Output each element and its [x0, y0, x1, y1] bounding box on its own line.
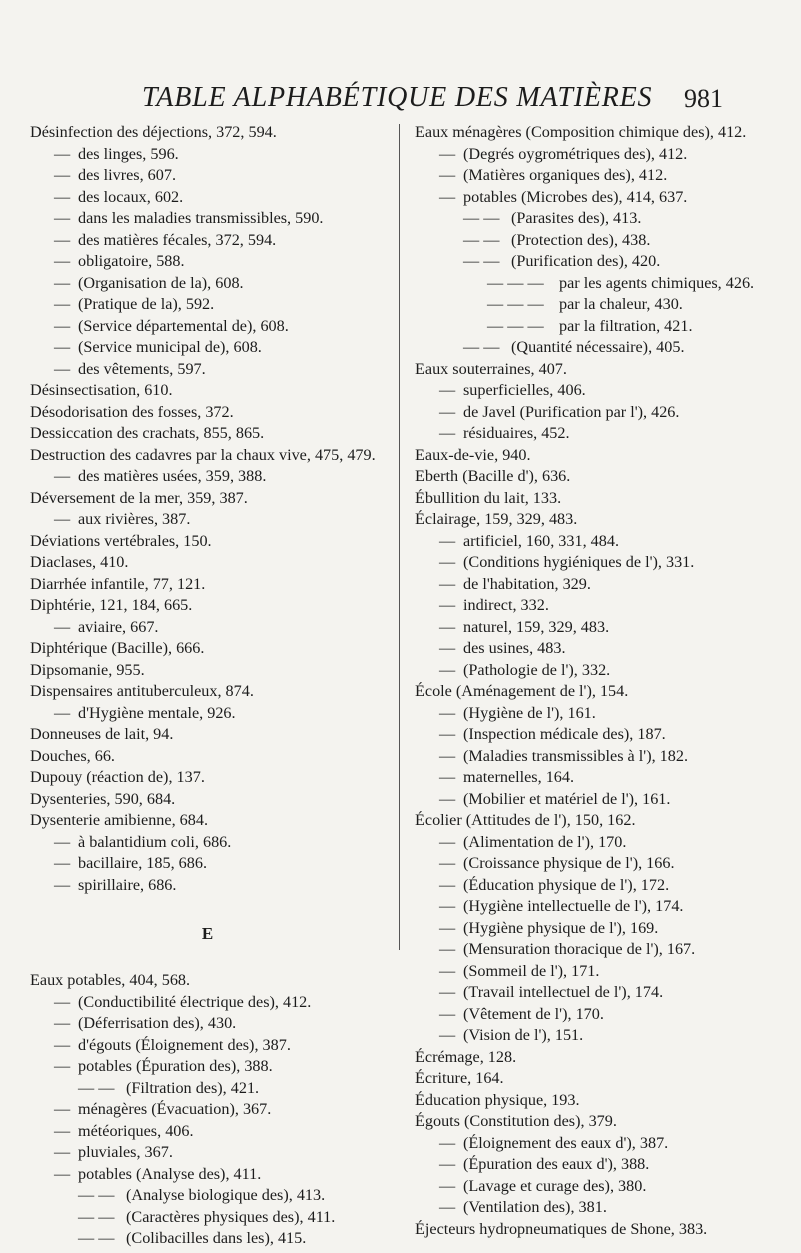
- repeat-dash: —: [439, 1004, 456, 1023]
- index-subentry: [415, 144, 775, 166]
- entry-text: (Croissance physique de l'), 166.: [463, 854, 675, 872]
- index-entry: [30, 681, 385, 703]
- repeat-dash: —: [439, 983, 456, 1001]
- index-entry: [30, 724, 385, 746]
- entry-text: Destruction des cadavres par la chaux vive, 475, 479.: [30, 445, 376, 464]
- index-subentry: [30, 294, 385, 316]
- index-entry: [30, 552, 385, 574]
- repeat-dash: —: [439, 617, 456, 636]
- repeat-dash: —: [54, 1014, 71, 1032]
- entry-text: (Matières organiques des), 412.: [463, 166, 668, 184]
- index-subentry: [30, 1078, 385, 1100]
- index-subentry: [415, 1154, 775, 1176]
- index-subentry: [415, 1133, 775, 1155]
- index-subentry: [415, 531, 775, 553]
- repeat-dash: —: [439, 144, 456, 163]
- repeat-dash: —: [54, 187, 71, 206]
- index-entry: [30, 767, 385, 789]
- entry-text: Donneuses de lait, 94.: [30, 725, 174, 743]
- left-entries-after: [30, 970, 385, 1250]
- index-entry: [415, 509, 775, 531]
- repeat-dash: — —: [78, 1207, 115, 1226]
- index-subentry: [415, 617, 775, 639]
- repeat-dash: —: [439, 875, 456, 894]
- repeat-dash: —: [54, 1100, 71, 1118]
- entry-text: Écrémage, 128.: [415, 1047, 517, 1066]
- repeat-dash: — — —: [487, 273, 544, 292]
- index-subentry: [415, 380, 775, 402]
- entry-text: Dessiccation des crachats, 855, 865.: [30, 424, 265, 442]
- index-entry: [415, 1068, 775, 1090]
- entry-text: (Degrés oygrométriques des), 412.: [463, 144, 688, 163]
- repeat-dash: — —: [78, 1078, 115, 1097]
- repeat-dash: — —: [78, 1186, 115, 1204]
- index-subentry: [30, 251, 385, 273]
- repeat-dash: — — —: [487, 295, 544, 313]
- index-subentry: [30, 1121, 385, 1143]
- index-subentry: [415, 251, 775, 273]
- index-subentry: [415, 918, 775, 940]
- repeat-dash: —: [439, 768, 456, 786]
- index-subentry: [415, 875, 775, 897]
- index-subentry: [30, 144, 385, 166]
- index-subentry: [415, 703, 775, 725]
- index-entry: [415, 1219, 775, 1241]
- entry-text: Eaux souterraines, 407.: [415, 359, 567, 378]
- index-subentry: [30, 617, 385, 639]
- index-column-right: [415, 122, 775, 1240]
- repeat-dash: —: [439, 596, 456, 614]
- index-subentry: [30, 316, 385, 338]
- repeat-dash: —: [54, 992, 71, 1011]
- index-entry: [30, 402, 385, 424]
- entry-text: (Ventilation des), 381.: [463, 1198, 607, 1216]
- index-entry: [415, 488, 775, 510]
- repeat-dash: —: [439, 897, 456, 915]
- index-subentry: [415, 767, 775, 789]
- entry-text: Désinsectisation, 610.: [30, 381, 173, 399]
- index-subentry: [30, 853, 385, 875]
- repeat-dash: —: [439, 660, 456, 679]
- index-subentry: [30, 1099, 385, 1121]
- entry-text: (Filtration des), 421.: [126, 1078, 260, 1097]
- entry-text: Eberth (Bacille d'), 636.: [415, 467, 571, 485]
- index-subentry: [415, 402, 775, 424]
- index-subentry: [30, 1142, 385, 1164]
- index-subentry: [30, 992, 385, 1014]
- index-subentry: [30, 1035, 385, 1057]
- repeat-dash: —: [439, 854, 456, 872]
- index-subentry: [415, 638, 775, 660]
- repeat-dash: —: [54, 510, 71, 528]
- entry-text: (Vision de l'), 151.: [463, 1026, 584, 1044]
- repeat-dash: —: [439, 166, 456, 184]
- repeat-dash: — —: [463, 230, 500, 249]
- entry-text: (Conductibilité électrique des), 412.: [78, 992, 312, 1011]
- entry-text: (Service municipal de), 608.: [78, 338, 262, 356]
- entry-text: (Protection des), 438.: [511, 230, 651, 249]
- repeat-dash: —: [439, 381, 456, 399]
- index-subentry: [415, 294, 775, 316]
- entry-text: Eaux potables, 404, 568.: [30, 971, 191, 989]
- repeat-dash: —: [439, 187, 456, 206]
- entry-text: des usines, 483.: [463, 639, 566, 657]
- entry-text: Désinfection des déjections, 372, 594.: [30, 123, 277, 141]
- repeat-dash: — —: [78, 1229, 115, 1247]
- index-entry: [415, 681, 775, 703]
- index-subentry: [30, 1056, 385, 1078]
- index-subentry: [415, 273, 775, 295]
- entry-text: (Hygiène physique de l'), 169.: [463, 918, 659, 937]
- entry-text: (Lavage et curage des), 380.: [463, 1176, 647, 1195]
- entry-text: (Travail intellectuel de l'), 174.: [463, 983, 664, 1001]
- repeat-dash: — —: [463, 252, 500, 270]
- entry-text: par les agents chimiques, 426.: [559, 273, 755, 292]
- index-subentry: [30, 208, 385, 230]
- entry-text: des vêtements, 597.: [78, 359, 206, 378]
- index-subentry: [30, 1013, 385, 1035]
- index-subentry: [415, 896, 775, 918]
- repeat-dash: —: [439, 746, 456, 765]
- entry-text: Diarrhée infantile, 77, 121.: [30, 574, 206, 593]
- entry-text: de l'habitation, 329.: [463, 574, 591, 593]
- entry-text: École (Aménagement de l'), 154.: [415, 682, 629, 700]
- repeat-dash: —: [439, 961, 456, 980]
- index-entry: [30, 122, 385, 144]
- entry-text: des livres, 607.: [78, 166, 177, 184]
- entry-text: spirillaire, 686.: [78, 875, 177, 894]
- repeat-dash: —: [439, 1026, 456, 1044]
- entry-text: (Inspection médicale des), 187.: [463, 725, 666, 743]
- index-subentry: [415, 165, 775, 187]
- repeat-dash: —: [439, 789, 456, 808]
- entry-text: (Pathologie de l'), 332.: [463, 660, 611, 679]
- entry-text: Éclairage, 159, 329, 483.: [415, 510, 578, 528]
- index-subentry: [415, 208, 775, 230]
- index-entry: [30, 660, 385, 682]
- repeat-dash: —: [54, 1164, 71, 1183]
- repeat-dash: —: [439, 725, 456, 743]
- repeat-dash: —: [54, 1143, 71, 1161]
- entry-text: aux rivières, 387.: [78, 510, 191, 528]
- index-entry: [415, 1111, 775, 1133]
- right-entries: [415, 122, 775, 1240]
- entry-text: pluviales, 367.: [78, 1143, 173, 1161]
- index-entry: [30, 574, 385, 596]
- repeat-dash: —: [54, 295, 71, 313]
- index-entry: [415, 810, 775, 832]
- entry-text: Dysenteries, 590, 684.: [30, 789, 176, 808]
- repeat-dash: —: [54, 144, 71, 163]
- index-subentry: [415, 746, 775, 768]
- repeat-dash: —: [439, 639, 456, 657]
- entry-text: (Alimentation de l'), 170.: [463, 832, 627, 851]
- index-subentry: [415, 660, 775, 682]
- repeat-dash: —: [54, 230, 71, 249]
- entry-text: potables (Microbes des), 414, 637.: [463, 187, 688, 206]
- entry-text: maternelles, 164.: [463, 768, 575, 786]
- repeat-dash: —: [54, 338, 71, 356]
- index-subentry: [30, 273, 385, 295]
- index-subentry: [415, 552, 775, 574]
- repeat-dash: —: [54, 1035, 71, 1054]
- entry-text: artificiel, 160, 331, 484.: [463, 531, 619, 550]
- repeat-dash: —: [439, 918, 456, 937]
- repeat-dash: —: [439, 940, 456, 958]
- entry-text: dans les maladies transmissibles, 590.: [78, 209, 324, 227]
- index-subentry: [30, 187, 385, 209]
- repeat-dash: —: [54, 166, 71, 184]
- index-entry: [415, 122, 775, 144]
- repeat-dash: —: [439, 1155, 456, 1173]
- column-divider: [399, 124, 400, 950]
- entry-text: à balantidium coli, 686.: [78, 832, 232, 851]
- index-subentry: [415, 1025, 775, 1047]
- index-subentry: [30, 703, 385, 725]
- entry-text: ménagères (Évacuation), 367.: [78, 1100, 272, 1118]
- index-subentry: [415, 961, 775, 983]
- index-subentry: [415, 982, 775, 1004]
- index-entry: [30, 423, 385, 445]
- entry-text: Éducation physique, 193.: [415, 1090, 580, 1109]
- entry-text: (Parasites des), 413.: [511, 209, 642, 227]
- entry-text: (Service départemental de), 608.: [78, 316, 289, 335]
- repeat-dash: —: [54, 854, 71, 872]
- left-entries: [30, 122, 385, 896]
- repeat-dash: — — —: [487, 316, 544, 335]
- index-subentry: [30, 359, 385, 381]
- index-subentry: [30, 1228, 385, 1250]
- entry-text: indirect, 332.: [463, 596, 549, 614]
- repeat-dash: —: [439, 424, 456, 442]
- index-subentry: [30, 832, 385, 854]
- entry-text: par la chaleur, 430.: [559, 295, 683, 313]
- index-entry: [30, 488, 385, 510]
- entry-text: Déviations vertébrales, 150.: [30, 531, 212, 550]
- index-subentry: [30, 337, 385, 359]
- entry-text: (Caractères physiques des), 411.: [126, 1207, 336, 1226]
- entry-text: de Javel (Purification par l'), 426.: [463, 402, 680, 421]
- entry-text: Diaclases, 410.: [30, 553, 129, 571]
- index-subentry: [415, 187, 775, 209]
- entry-text: Ébullition du lait, 133.: [415, 488, 562, 507]
- repeat-dash: —: [54, 832, 71, 851]
- entry-text: Diphtérie, 121, 184, 665.: [30, 596, 193, 614]
- repeat-dash: —: [439, 531, 456, 550]
- page-header: [0, 82, 801, 122]
- entry-text: des matières fécales, 372, 594.: [78, 230, 277, 249]
- repeat-dash: —: [54, 875, 71, 894]
- index-subentry: [30, 1185, 385, 1207]
- index-subentry: [30, 230, 385, 252]
- index-subentry: [30, 509, 385, 531]
- entry-text: (Sommeil de l'), 171.: [463, 961, 600, 980]
- index-entry: [30, 746, 385, 768]
- entry-text: résiduaires, 452.: [463, 424, 570, 442]
- entry-text: d'Hygiène mentale, 926.: [78, 703, 236, 722]
- index-subentry: [415, 832, 775, 854]
- entry-text: Douches, 66.: [30, 746, 115, 765]
- entry-text: (Colibacilles dans les), 415.: [126, 1229, 307, 1247]
- repeat-dash: —: [54, 316, 71, 335]
- index-subentry: [415, 1176, 775, 1198]
- entry-text: Dipsomanie, 955.: [30, 660, 145, 679]
- entry-text: potables (Épuration des), 388.: [78, 1057, 273, 1075]
- entry-text: naturel, 159, 329, 483.: [463, 617, 610, 636]
- repeat-dash: —: [439, 832, 456, 851]
- entry-text: obligatoire, 588.: [78, 252, 185, 270]
- entry-text: Désodorisation des fosses, 372.: [30, 402, 234, 421]
- index-entry: [30, 638, 385, 660]
- entry-text: (Maladies transmissibles à l'), 182.: [463, 746, 689, 765]
- entry-text: (Quantité nécessaire), 405.: [511, 338, 685, 356]
- entry-text: des matières usées, 359, 388.: [78, 467, 267, 485]
- repeat-dash: —: [54, 617, 71, 636]
- entry-text: des linges, 596.: [78, 144, 179, 163]
- entry-text: des locaux, 602.: [78, 187, 184, 206]
- entry-text: par la filtration, 421.: [559, 316, 693, 335]
- index-subentry: [415, 337, 775, 359]
- index-entry: [30, 970, 385, 992]
- index-entry: [415, 1047, 775, 1069]
- entry-text: Éjecteurs hydropneumatiques de Shone, 383.: [415, 1219, 708, 1238]
- entry-text: Déversement de la mer, 359, 387.: [30, 488, 248, 507]
- index-subentry: [415, 939, 775, 961]
- entry-text: Eaux ménagères (Composition chimique des), 412.: [415, 123, 747, 141]
- entry-text: Écriture, 164.: [415, 1069, 504, 1087]
- repeat-dash: —: [439, 703, 456, 722]
- index-column-left: [30, 122, 385, 1250]
- index-subentry: [30, 466, 385, 488]
- index-entry: [415, 445, 775, 467]
- index-subentry: [415, 574, 775, 596]
- index-entry: [30, 595, 385, 617]
- repeat-dash: —: [439, 574, 456, 593]
- index-subentry: [30, 1164, 385, 1186]
- repeat-dash: —: [54, 252, 71, 270]
- entry-text: (Mensuration thoracique de l'), 167.: [463, 940, 696, 958]
- entry-text: (Éducation physique de l'), 172.: [463, 875, 670, 894]
- index-subentry: [415, 789, 775, 811]
- entry-text: Dispensaires antituberculeux, 874.: [30, 682, 254, 700]
- entry-text: (Organisation de la), 608.: [78, 273, 244, 292]
- index-entry: [30, 531, 385, 553]
- entry-text: Dupouy (réaction de), 137.: [30, 768, 205, 786]
- index-subentry: [415, 595, 775, 617]
- index-entry: [415, 359, 775, 381]
- index-subentry: [415, 1197, 775, 1219]
- index-subentry: [415, 316, 775, 338]
- entry-text: Écolier (Attitudes de l'), 150, 162.: [415, 811, 636, 829]
- entry-text: (Purification des), 420.: [511, 252, 661, 270]
- entry-text: Diphtérique (Bacille), 666.: [30, 639, 205, 657]
- repeat-dash: —: [54, 273, 71, 292]
- index-subentry: [30, 1207, 385, 1229]
- index-subentry: [30, 875, 385, 897]
- repeat-dash: —: [54, 1121, 71, 1140]
- repeat-dash: —: [54, 209, 71, 227]
- entry-text: Eaux-de-vie, 940.: [415, 445, 531, 464]
- entry-text: (Mobilier et matériel de l'), 161.: [463, 789, 671, 808]
- repeat-dash: —: [54, 467, 71, 485]
- entry-text: Égouts (Constitution des), 379.: [415, 1112, 617, 1130]
- entry-text: Dysenterie amibienne, 684.: [30, 811, 209, 829]
- index-entry: [30, 380, 385, 402]
- entry-text: (Vêtement de l'), 170.: [463, 1004, 604, 1023]
- entry-text: (Épuration des eaux d'), 388.: [463, 1155, 650, 1173]
- index-entry: [30, 810, 385, 832]
- index-subentry: [30, 165, 385, 187]
- repeat-dash: —: [439, 1133, 456, 1152]
- repeat-dash: — —: [463, 338, 500, 356]
- index-subentry: [415, 230, 775, 252]
- index-entry: [415, 1090, 775, 1112]
- entry-text: (Pratique de la), 592.: [78, 295, 215, 313]
- index-subentry: [415, 1004, 775, 1026]
- repeat-dash: —: [54, 703, 71, 722]
- entry-text: (Éloignement des eaux d'), 387.: [463, 1133, 669, 1152]
- running-title: TABLE ALPHABÉTIQUE DES MATIÈRES: [142, 82, 653, 113]
- repeat-dash: —: [54, 1057, 71, 1075]
- repeat-dash: —: [439, 1176, 456, 1195]
- entry-text: météoriques, 406.: [78, 1121, 194, 1140]
- index-entry: [415, 466, 775, 488]
- entry-text: aviaire, 667.: [78, 617, 159, 636]
- repeat-dash: —: [439, 1198, 456, 1216]
- entry-text: (Hygiène intellectuelle de l'), 174.: [463, 897, 684, 915]
- entry-text: bacillaire, 185, 686.: [78, 854, 208, 872]
- repeat-dash: —: [439, 553, 456, 571]
- section-letter: E: [201, 924, 214, 943]
- entry-text: (Hygiène de l'), 161.: [463, 703, 596, 722]
- entry-text: (Conditions hygiéniques de l'), 331.: [463, 553, 695, 571]
- repeat-dash: — —: [463, 209, 500, 227]
- index-entry: [30, 789, 385, 811]
- entry-text: potables (Analyse des), 411.: [78, 1164, 262, 1183]
- entry-text: (Analyse biologique des), 413.: [126, 1186, 326, 1204]
- index-subentry: [415, 423, 775, 445]
- index-subentry: [415, 853, 775, 875]
- repeat-dash: —: [54, 359, 71, 378]
- page-number: 981: [684, 84, 723, 113]
- index-entry: [30, 445, 385, 467]
- entry-text: (Déferrisation des), 430.: [78, 1014, 237, 1032]
- index-subentry: [415, 724, 775, 746]
- entry-text: superficielles, 406.: [463, 381, 586, 399]
- entry-text: d'égouts (Éloignement des), 387.: [78, 1035, 291, 1054]
- repeat-dash: —: [439, 402, 456, 421]
